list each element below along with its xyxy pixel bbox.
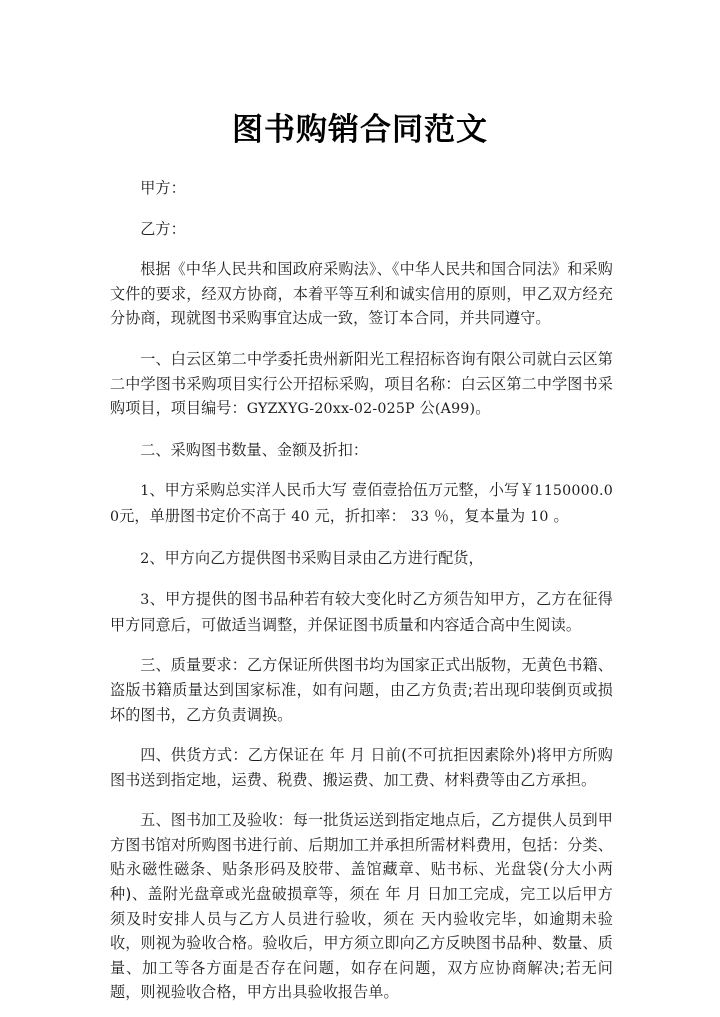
- page-title: 图书购销合同范文: [232, 112, 488, 148]
- latin-run: 3: [140, 592, 150, 609]
- latin-run: 1: [140, 483, 150, 500]
- latin-run: 1150000.00: [110, 483, 613, 525]
- paragraph-party-a: 甲方：: [140, 179, 186, 197]
- paragraph-clause-2-item-1: 1、甲方采购总实洋人民币大写 壹佰壹拾伍万元整，小写￥1150000.00元，单册图书定价不高于 40 元，折扣率： 33 ％，复本量为 10 。: [110, 481, 613, 525]
- paragraph-clause-2-item-3: 3、甲方提供的图书品种若有较大变化时乙方须告知甲方，乙方在征得甲方同意后，可做适当调整，并保证图书质量和内容适合高中生阅读。: [110, 590, 613, 634]
- latin-run: (A99): [434, 401, 476, 418]
- latin-run: 33: [410, 508, 430, 525]
- paragraph-clause-2-item-2: 2、甲方向乙方提供图书采购目录由乙方进行配货，: [140, 548, 484, 567]
- latin-run: 40: [291, 508, 310, 525]
- latin-run: 2: [140, 550, 150, 567]
- paragraph-party-b: 乙方：: [140, 219, 186, 238]
- latin-run: 10: [530, 508, 549, 525]
- paragraph-clause-2-heading: 二、采购图书数量、金额及折扣：: [140, 440, 369, 459]
- paragraph-clause-4: 四、供货方式：乙方保证在 年 月 日前(不可抗拒因素除外)将甲方所购图书送到指定地，运费、税费、搬运费、加工费、材料费等由乙方承担。: [110, 746, 613, 789]
- paragraph-clause-5: 五、图书加工及验收：每一批货运送到指定地点后，乙方提供人员到甲方图书馆对所购图书进行前、后期加工并承担所需材料费用，包括：分类、贴永磁性磁条、贴条形码及胶带、盖馆藏章、贴书标、光盘袋(分大小两种)、盖附光盘章或光盘破损章等，须在 年 月 日加工完成，完工以后甲方须及时安排人员与乙方人员进行验收，须在 天内验收完毕，如逾期未验收，则视为验收合格。验收后，甲方须立即向乙方反映图书品种、数量、质量、加工等各方面是否存在问题，如存在问题，双方应协商解决;若无问题，则视验收合格，甲方出具验收报告单。: [110, 811, 613, 1002]
- document-body: [110, 176, 613, 1005]
- paragraph-preamble: 根据《中华人民共和国政府采购法》、《中华人民共和国合同法》和采购文件的要求，经双方协商，本着平等互利和诚实信用的原则，甲乙双方经充分协商，现就图书采购事宜达成一致，签订本合同，并共同遵守。: [110, 260, 613, 328]
- paragraph-clause-1: 一、白云区第二中学委托贵州新阳光工程招标咨询有限公司就白云区第二中学图书采购项目实行公开招标采购，项目名称：白云区第二中学图书采购项目，项目编号：GYZXYG-20xx-02-025P 公(A99)。: [110, 349, 613, 418]
- paragraph-clause-3: 三、质量要求：乙方保证所供图书均为国家正式出版物，无黄色书籍、盗版书籍质量达到国家标准，如有问题，由乙方负责;若出现印装倒页或损坏的图书，乙方负责调换。: [110, 656, 613, 724]
- latin-run: GYZXYG-20xx-02-025P: [246, 401, 415, 418]
